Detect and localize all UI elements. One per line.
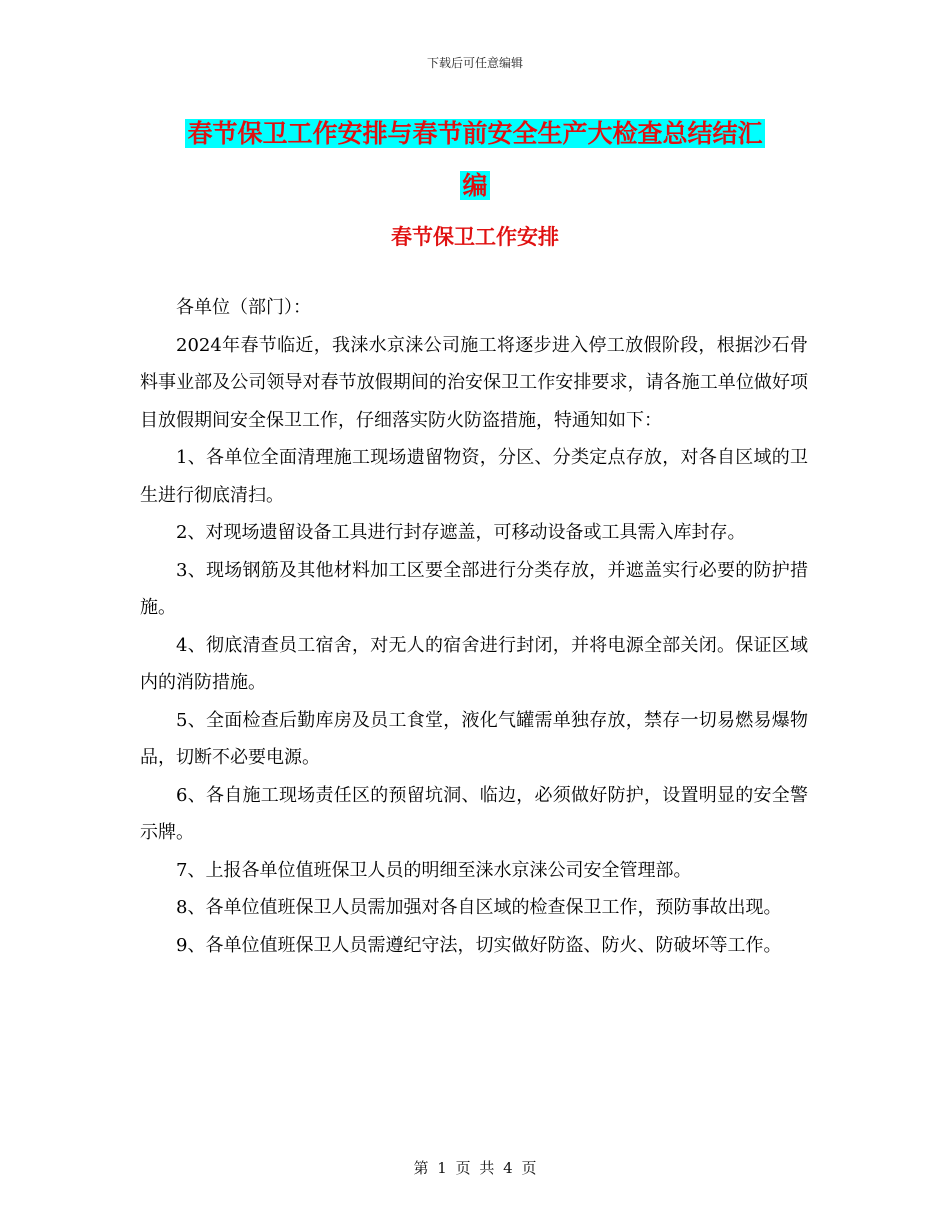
list-item: 9、各单位值班保卫人员需遵纪守法，切实做好防盗、防火、防破坏等工作。 [176, 934, 782, 956]
title-line-2: 编 [462, 171, 488, 200]
list-item: 2、对现场遗留设备工具进行封存遮盖，可移动设备或工具需入库封存。 [176, 522, 746, 543]
intro-paragraph: 2024年春节临近，我涞水京涞公司施工将逐步进入停工放假阶段，根据沙石骨料事业部及公司领导对春节放假期间的治安保卫工作安排要求，请各施工单位做好项目放假期间安全保卫工作，仔细落实防火防盗措施，特通知如下： [140, 334, 808, 431]
body-text [140, 289, 808, 964]
page-footer: 第 1 页 共 4 页 [413, 1159, 537, 1177]
list-item: 4、彻底清查员工宿舍，对无人的宿舍进行封闭，并将电源全部关闭。保证区域内的消防措施。 [140, 634, 808, 693]
list-item: 1、各单位全面清理施工现场遗留物资，分区、分类定点存放，对各自区域的卫生进行彻底清扫。 [140, 447, 808, 506]
list-item: 8、各单位值班保卫人员需加强对各自区域的检查保卫工作，预防事故出现。 [176, 897, 782, 918]
list-item: 5、全面检查后勤库房及员工食堂，液化气罐需单独存放，禁存一切易燃易爆物品，切断不必要电源。 [140, 709, 808, 768]
document-title [140, 108, 810, 212]
list-item: 6、各自施工现场责任区的预留坑洞、临边，必须做好防护，设置明显的安全警示牌。 [140, 784, 808, 843]
section-title: 春节保卫工作安排 [391, 224, 559, 249]
list-item: 3、现场钢筋及其他材料加工区要全部进行分类存放，并遮盖实行必要的防护措施。 [140, 559, 808, 618]
title-line-1: 春节保卫工作安排与春节前安全生产大检查总结结汇 [187, 119, 763, 148]
list-item: 7、上报各单位值班保卫人员的明细至涞水京涞公司安全管理部。 [176, 859, 692, 881]
salutation: 各单位（部门）： [176, 297, 311, 318]
header-note: 下载后可任意编辑 [426, 56, 523, 70]
